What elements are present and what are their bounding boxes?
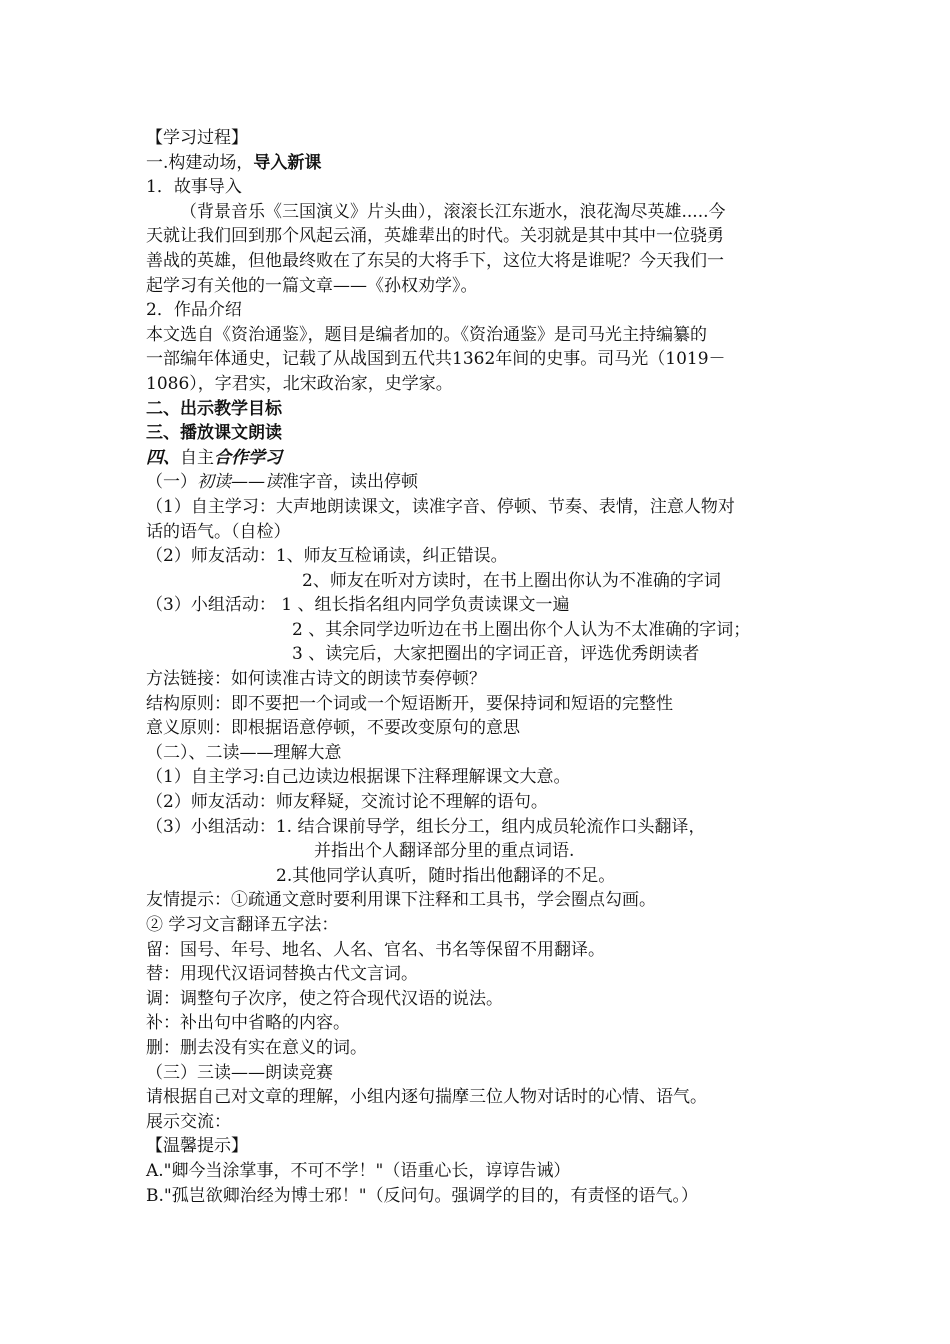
warm-title: 【温馨提示】: [146, 1136, 248, 1157]
method-structure: 结构原则：即不要把一个词或一个短语断开，要保持词和短语的完整性: [146, 693, 673, 714]
reading3-title: （三）三读——朗读竞赛: [146, 1062, 333, 1083]
reading3-item-2: 展示交流：: [146, 1111, 231, 1132]
warm-item-b: B."孤岂欲卿治经为博士邪！"（反问句。强调学的目的，有责怪的语气。）: [146, 1185, 699, 1206]
sub2-title: 2．作品介绍: [146, 300, 242, 321]
sub1-title: 1．故事导入: [146, 177, 242, 198]
part1-heading: [146, 151, 826, 176]
tip-1: 友情提示：①疏通文意时要利用课下注释和工具书，学会圈点勾画。: [146, 890, 656, 911]
part4-heading-b: 自主: [180, 447, 214, 468]
tip-supplement: 补：补出句中省略的内容。: [146, 1013, 350, 1034]
warm-item-a: A."卿今当涂掌事，不可不学！"（语重心长，谆谆告诫）: [146, 1160, 571, 1181]
intro-line-2: 一部编年体通史，记载了从战国到五代共1362年间的史事。司马光（1019－: [146, 349, 726, 370]
reading1-title-a: （一）: [146, 472, 197, 493]
part4-heading-a: 四、: [146, 447, 180, 468]
part1-heading-prefix: 一.构建动场，: [146, 152, 254, 173]
reading1-item-2: （2）师友活动：1、师友互检诵读，纠正错误。: [146, 546, 508, 567]
reading1-item-3-sub3: 3 、读完后，大家把圈出的字词正音，评选优秀朗读者: [292, 644, 700, 665]
part4-heading: [146, 446, 826, 471]
reading3-item-1: 请根据自己对文章的理解，小组内逐句揣摩三位人物对话时的心情、语气。: [146, 1087, 707, 1108]
reading2-item-3-sub2: 2.其他同学认真听，随时指出他翻译的不足。: [276, 865, 616, 886]
reading2-item-2: （2）师友活动：师友释疑，交流讨论不理解的语句。: [146, 792, 548, 813]
part2-heading: 二、出示教学目标: [146, 398, 282, 419]
intro-line-3: 1086），字君实，北宋政治家，史学家。: [146, 373, 453, 394]
reading1-title: [146, 470, 826, 495]
tip-replace: 替：用现代汉语词替换古代文言词。: [146, 964, 418, 985]
story-line-3: 善战的英雄，但他最终败在了东吴的大将手下，这位大将是谁呢？今天我们一: [146, 250, 724, 271]
section-title: 【学习过程】: [146, 128, 248, 148]
document-page: [146, 126, 826, 1208]
part1-heading-bold: 导入新课: [253, 152, 322, 173]
intro-line-1: 本文选自《资治通鉴》，题目是编者加的。《资治通鉴》是司马光主持编纂的: [146, 324, 707, 345]
reading2-item-3-cont: 并指出个人翻译部分里的重点词语.: [314, 841, 575, 862]
tip-adjust: 调：调整句子次序，使之符合现代汉语的说法。: [146, 988, 503, 1009]
story-line-1: （背景音乐《三国演义》片头曲），滚滚长江东逝水，浪花淘尽英雄.....今: [180, 201, 726, 222]
story-line-4: 起学习有关他的一篇文章——《孙权劝学》。: [146, 275, 478, 296]
part3-heading: 三、播放课文朗读: [146, 423, 282, 444]
method-meaning: 意义原则：即根据语意停顿，不要改变原句的意思: [146, 718, 520, 739]
reading1-title-b: 初读——读: [197, 472, 282, 493]
reading1-item-2-sub: 2、师友在听对方读时，在书上圈出你认为不准确的字词: [302, 570, 721, 591]
reading2-title: （二）、二读——理解大意: [146, 742, 342, 763]
reading1-item-1: （1）自主学习：大声地朗读课文，读准字音、停顿、节奏、表情，注意人物对: [146, 496, 735, 517]
reading1-title-c: 准字音，读出停顿: [282, 472, 418, 493]
tip-delete: 删：删去没有实在意义的词。: [146, 1037, 367, 1058]
reading1-item-3-sub2: 2 、其余同学边听边在书上圈出你个人认为不太准确的字词；: [292, 619, 751, 640]
reading2-item-1: （1）自主学习:自己边读边根据课下注释理解课文大意。: [146, 767, 571, 788]
reading2-item-3: （3）小组活动：1. 结合课前导学，组长分工，组内成员轮流作口头翻译，: [146, 816, 706, 837]
reading1-item-3: （3）小组活动： 1 、组长指名组内同学负责读课文一遍: [146, 595, 570, 616]
part4-heading-c: 合作学习: [214, 447, 282, 468]
method-link: 方法链接：如何读准古诗文的朗读节奏停顿？: [146, 669, 486, 690]
story-line-2: 天就让我们回到那个风起云涌，英雄辈出的时代。关羽就是其中其中一位骁勇: [146, 226, 724, 247]
tip-2: ② 学习文言翻译五字法：: [146, 915, 339, 935]
tip-keep: 留：国号、年号、地名、人名、官名、书名等保留不用翻译。: [146, 939, 605, 960]
reading1-item-1-cont: 话的语气。（自检）: [146, 521, 291, 542]
